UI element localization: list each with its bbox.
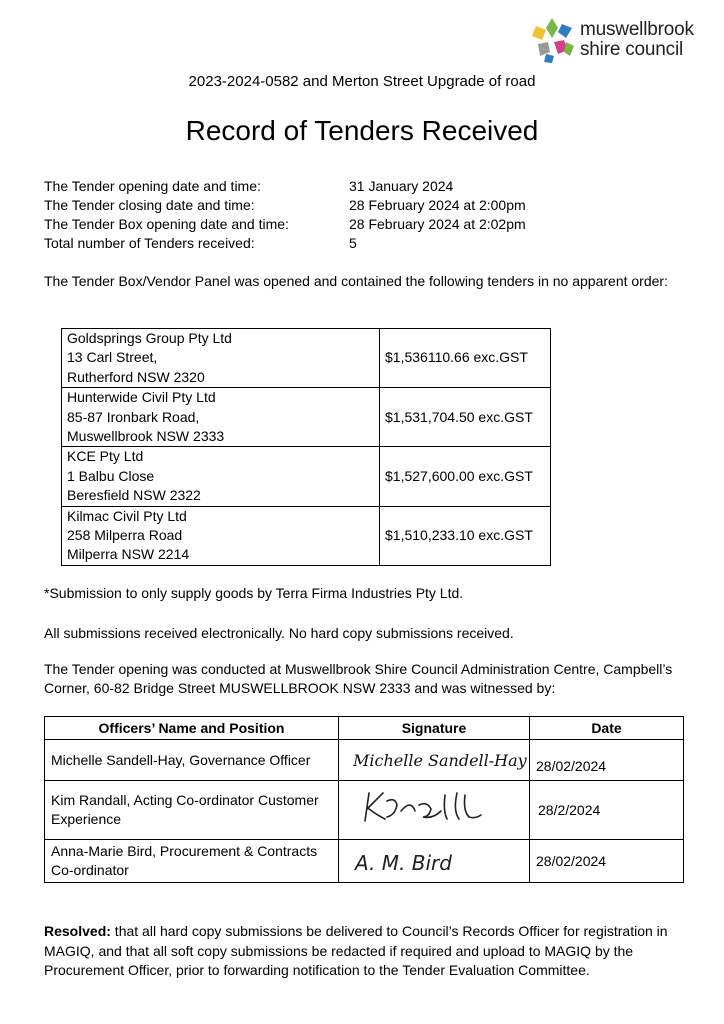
info-label-total: Total number of Tenders received: xyxy=(44,235,255,251)
tender-suburb: Muswellbrook NSW 2333 xyxy=(67,428,225,445)
tender-address xyxy=(62,388,380,447)
intro-paragraph: The Tender Box/Vendor Panel was opened and contained the following tenders in no apparent order: xyxy=(44,273,668,289)
electronic-note: All submissions received electronically. No hard copy submissions received. xyxy=(44,625,514,641)
tender-address xyxy=(62,447,380,506)
tender-name: Hunterwide Civil Pty Ltd xyxy=(67,389,216,406)
tender-suburb: Beresfield NSW 2322 xyxy=(67,487,201,504)
signature-image xyxy=(345,840,529,882)
tender-name: Kilmac Civil Pty Ltd xyxy=(67,507,187,524)
table-row xyxy=(45,740,684,781)
submission-note: *Submission to only supply goods by Terra Firma Industries Pty Ltd. xyxy=(44,585,464,601)
signature-cell xyxy=(339,740,530,781)
signature-cell xyxy=(339,781,530,840)
info-value-opening: 31 January 2024 xyxy=(349,178,454,194)
tender-amount: $1,536110.66 exc.GST xyxy=(380,329,551,388)
date-cell: 28/02/2024 xyxy=(530,740,684,781)
table-row xyxy=(62,329,551,388)
signature-text: A. M. Bird xyxy=(355,851,452,875)
tender-amount: $1,527,600.00 exc.GST xyxy=(380,447,551,506)
table-row xyxy=(62,506,551,565)
tender-address xyxy=(62,329,380,388)
officer-name: Michelle Sandell-Hay, Governance Officer xyxy=(45,740,339,781)
officers-table xyxy=(44,716,684,883)
conducted-note: The Tender opening was conducted at Muswellbrook Shire Council Administration Centre, Campbell’s Corner, 60-82 Bridge Street MUSWELLBROOK NSW 2333 and was witnessed by: xyxy=(44,661,673,696)
date-cell: 28/2/2024 xyxy=(530,781,684,840)
logo-line-1: muswellbrook xyxy=(580,19,694,40)
table-row xyxy=(62,388,551,447)
tender-name: KCE Pty Ltd xyxy=(67,448,144,465)
officer-name: Kim Randall, Acting Co-ordinator Customer Experience xyxy=(45,781,339,840)
tender-street: 13 Carl Street, xyxy=(67,349,158,366)
signature-text: Michelle Sandell-Hay xyxy=(353,751,527,770)
council-logo-mark xyxy=(528,16,576,64)
info-label-closing: The Tender closing date and time: xyxy=(44,197,255,213)
info-value-box-opening: 28 February 2024 at 2:02pm xyxy=(349,216,526,232)
resolved-label: Resolved: xyxy=(44,923,111,939)
info-value-closing: 28 February 2024 at 2:00pm xyxy=(349,197,526,213)
tender-name: Goldsprings Group Pty Ltd xyxy=(67,330,232,346)
tender-address xyxy=(62,506,380,565)
tender-street: 1 Balbu Close xyxy=(67,467,155,484)
signature-cell xyxy=(339,840,530,883)
tender-street: 258 Milperra Road xyxy=(67,527,183,544)
table-row xyxy=(62,447,551,506)
signature-image xyxy=(345,781,529,839)
info-label-opening: The Tender opening date and time: xyxy=(44,178,261,194)
tender-suburb: Rutherford NSW 2320 xyxy=(67,368,205,385)
tender-street: 85-87 Ironbark Road, xyxy=(67,408,200,425)
tenders-table xyxy=(61,328,551,566)
date-cell: 28/02/2024 xyxy=(530,840,684,883)
document-subject: 2023-2024-0582 and Merton Street Upgrade of road xyxy=(188,73,536,90)
resolved-text: that all hard copy submissions be delivered to Council’s Records Officer for registration in MAGIQ, and that all soft copy submissions be redacted if required and upload to MAGIQ by the Procurement Officer, prior to forwarding notification to the Tender Evaluation Committee. xyxy=(44,923,668,978)
header-date: Date xyxy=(530,717,684,740)
officer-name: Anna-Marie Bird, Procurement & Contracts Co-ordinator xyxy=(45,840,339,883)
info-value-total: 5 xyxy=(349,235,357,251)
tender-suburb: Milperra NSW 2214 xyxy=(67,546,190,563)
logo-line-2: shire council xyxy=(580,39,684,60)
tender-amount: $1,531,704.50 exc.GST xyxy=(380,388,551,447)
tender-amount: $1,510,233.10 exc.GST xyxy=(380,506,551,565)
table-row xyxy=(45,840,684,883)
header-signature: Signature xyxy=(339,717,530,740)
signature-image xyxy=(345,740,529,780)
page-title: Record of Tenders Received xyxy=(185,115,539,146)
table-header-row xyxy=(45,717,684,740)
table-row xyxy=(45,781,684,840)
info-label-box-opening: The Tender Box opening date and time: xyxy=(44,216,289,232)
header-officer: Officers’ Name and Position xyxy=(45,717,339,740)
resolution-paragraph xyxy=(44,922,686,981)
council-logo-text xyxy=(580,20,694,60)
